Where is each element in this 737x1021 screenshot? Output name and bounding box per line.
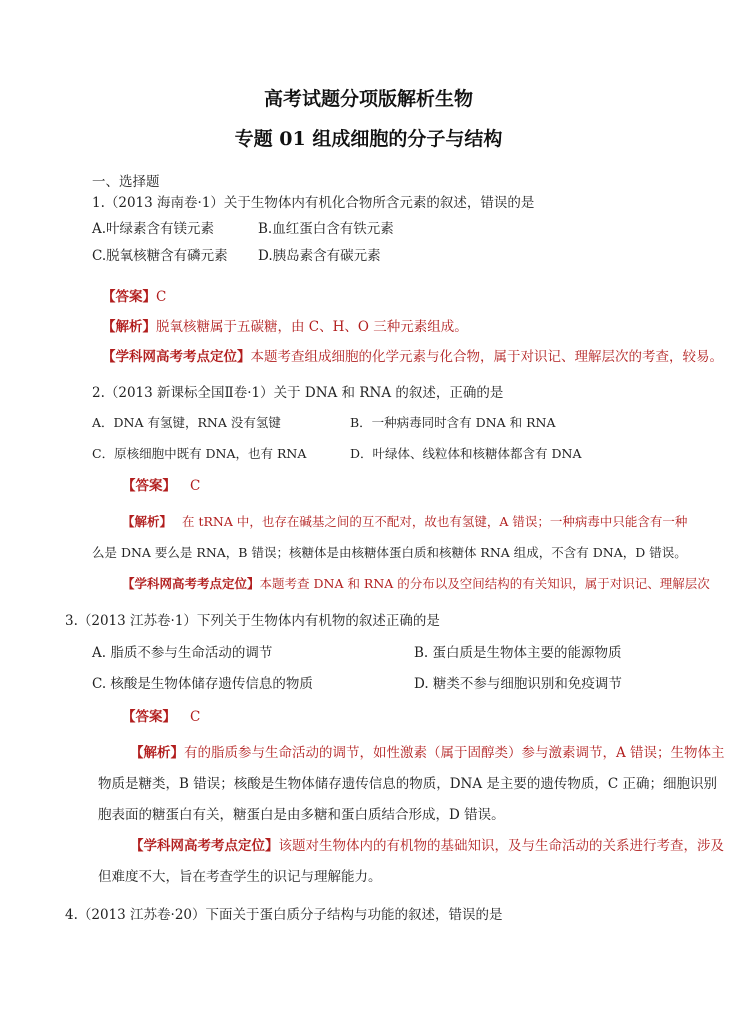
section-heading: 一、选择题 xyxy=(92,174,160,190)
q4-stem: 4.（2013 江苏卷·20）下面关于蛋白质分子结构与功能的叙述，错误的是 xyxy=(65,907,503,923)
point-tag: 【学科网高考考点定位】 xyxy=(102,349,251,365)
q2-analysis-line1 xyxy=(122,512,687,530)
q3-point-line2: 但难度不大，旨在考查学生的识记与理解能力。 xyxy=(98,869,382,885)
analysis-tag: 【解析】 xyxy=(130,745,184,761)
point-tag: 【学科网高考考点定位】 xyxy=(122,576,260,591)
q3-analysis-line3: 胞表面的糖蛋白有关，糖蛋白是由多糖和蛋白质结合形成，D 错误。 xyxy=(98,807,505,823)
analysis-text: 在 tRNA 中，也存在碱基之间的互不配对，故也有氢键，A 错误；一种病毒中只能含有一种 xyxy=(182,514,688,529)
q3-option-d: D. 糖类不参与细胞识别和免疫调节 xyxy=(414,676,622,692)
q1-option-c: C.脱氧核糖含有磷元素 xyxy=(92,248,228,264)
q3-option-c: C. 核酸是生物体储存遗传信息的物质 xyxy=(92,676,313,692)
q2-option-b: B．一种病毒同时含有 DNA 和 RNA xyxy=(350,415,556,430)
q1-stem: 1.（2013 海南卷·1）关于生物体内有机化合物所含元素的叙述，错误的是 xyxy=(92,195,535,211)
q3-option-b: B. 蛋白质是生物体主要的能源物质 xyxy=(414,645,622,661)
q1-analysis xyxy=(102,315,468,335)
q1-point xyxy=(102,345,723,365)
q3-analysis-line2: 物质是糖类，B 错误；核酸是生物体储存遗传信息的物质，DNA 是主要的遗传物质，C 正确；细胞识别 xyxy=(98,776,718,792)
document-subtitle: 专题 01 组成细胞的分子与结构 xyxy=(234,128,503,150)
q3-option-a: A. 脂质不参与生命活动的调节 xyxy=(92,645,273,661)
q1-option-b: B.血红蛋白含有铁元素 xyxy=(258,221,394,237)
q2-option-a: A．DNA 有氢键，RNA 没有氢键 xyxy=(92,415,281,430)
answer-value: C xyxy=(190,478,201,494)
answer-value: C xyxy=(156,289,167,305)
q1-option-d: D.胰岛素含有碳元素 xyxy=(258,248,381,264)
q1-answer xyxy=(102,285,166,305)
analysis-tag: 【解析】 xyxy=(102,319,156,335)
document-title: 高考试题分项版解析生物 xyxy=(263,88,473,110)
q2-option-c: C．原核细胞中既有 DNA，也有 RNA xyxy=(92,446,307,461)
answer-tag: 【答案】 xyxy=(122,478,176,494)
answer-value: C xyxy=(190,709,201,725)
point-text: 本题考查组成细胞的化学元素与化合物，属于对识记、理解层次的考查，较易。 xyxy=(250,349,723,365)
q2-option-d: D．叶绿体、线粒体和核糖体都含有 DNA xyxy=(350,446,582,461)
q2-point xyxy=(122,574,710,592)
answer-tag: 【答案】 xyxy=(102,289,156,305)
point-text: 该题对生物体内的有机物的基础知识，及与生命活动的关系进行考查，涉及 xyxy=(278,838,724,854)
point-tag: 【学科网高考考点定位】 xyxy=(130,838,279,854)
q3-answer xyxy=(122,705,200,725)
q3-analysis-line1 xyxy=(130,741,725,761)
q3-stem: 3.（2013 江苏卷·1）下列关于生物体内有机物的叙述正确的是 xyxy=(65,613,440,629)
q3-point-line1 xyxy=(130,834,724,854)
q2-analysis-line2: 么是 DNA 要么是 RNA，B 错误；核糖体是由核糖体蛋白质和核糖体 RNA 组成，不含有 DNA，D 错误。 xyxy=(92,545,687,560)
point-text: 本题考查 DNA 和 RNA 的分布以及空间结构的有关知识，属于对识记、理解层次 xyxy=(259,576,710,591)
q1-option-a: A.叶绿素含有镁元素 xyxy=(92,221,215,237)
q2-stem: 2.（2013 新课标全国Ⅱ卷·1）关于 DNA 和 RNA 的叙述，正确的是 xyxy=(92,385,504,401)
q2-answer xyxy=(122,474,200,494)
analysis-tag: 【解析】 xyxy=(122,514,173,529)
answer-tag: 【答案】 xyxy=(122,709,176,725)
analysis-text: 有的脂质参与生命活动的调节，如性激素（属于固醇类）参与激素调节，A 错误；生物体主 xyxy=(184,745,725,761)
analysis-text: 脱氧核糖属于五碳糖，由 C、H、O 三种元素组成。 xyxy=(156,319,468,335)
